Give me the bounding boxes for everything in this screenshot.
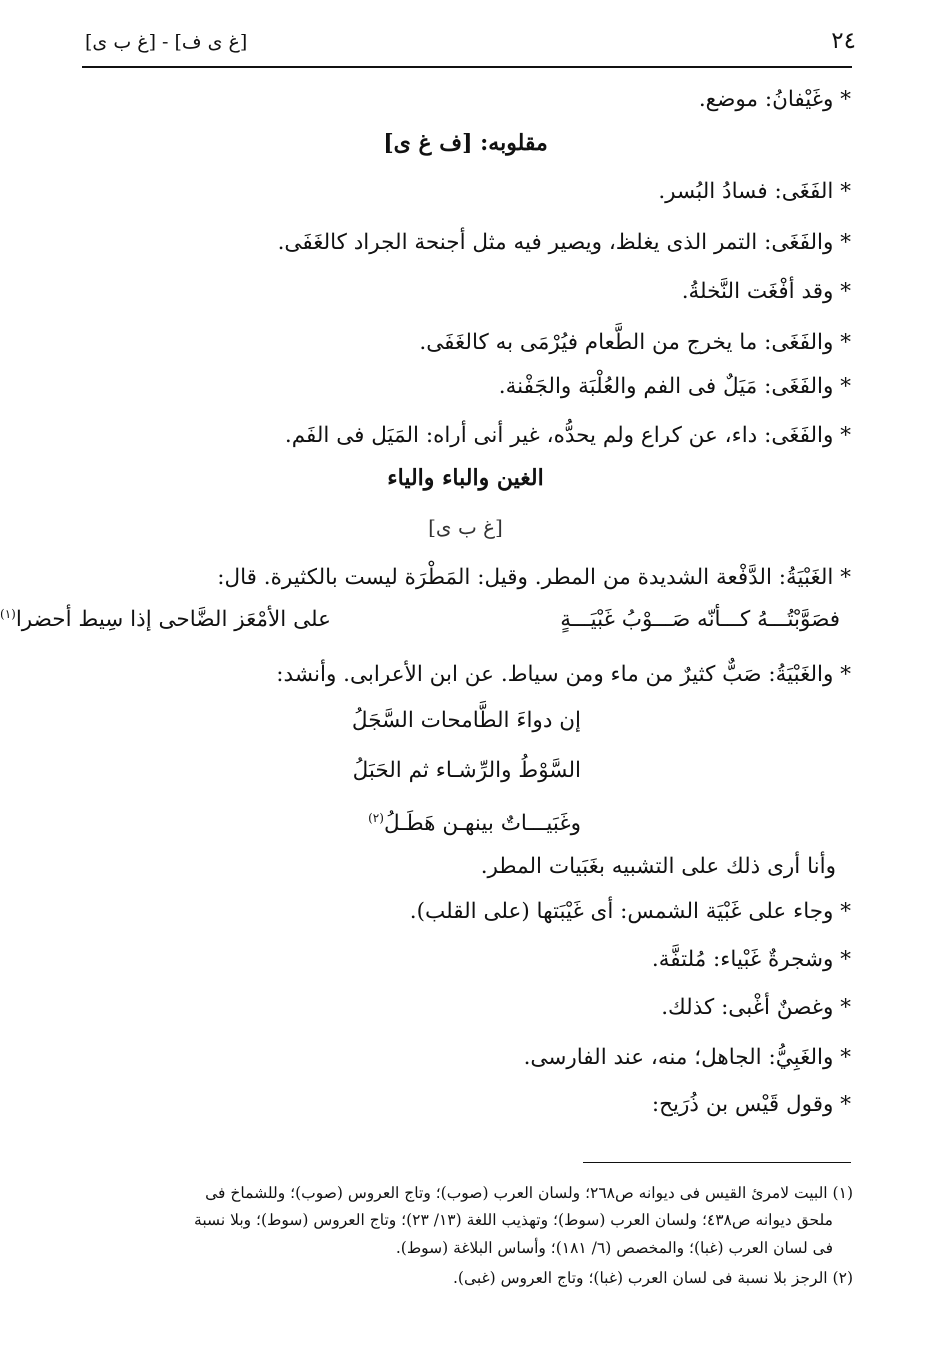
footnote-divider	[583, 1162, 851, 1163]
footnote-ref-2: (٢)	[368, 811, 384, 825]
entry-ghusn-aghba: * وغصنٌ أغْبى: كذلك.	[661, 995, 851, 1020]
rajaz-line-3	[368, 803, 581, 839]
footnote-2	[453, 1265, 853, 1291]
footnote-1-text-1: البيت لامرئ القيس فى ديوانه ص٢٦٨؛ ولسان العرب (صوب)؛ وتاج العروس (صوب)؛ وللشماخ فى	[205, 1184, 828, 1202]
entry-fagha-2: * والفَغَى: التمر الذى يغلظ، ويصير فيه مثل أجنحة الجراد كالغَفَى.	[277, 230, 851, 255]
page-number: ٢٤	[831, 28, 856, 54]
section-heading-maqlub: مقلوبه: [ف غ ى]	[383, 130, 548, 156]
rajaz-line-2	[353, 756, 581, 786]
verse-second-text: على الأمْعَز الضَّاحى إذا سِيط أحضرا	[15, 607, 331, 633]
header-divider	[82, 66, 852, 68]
entry-shajara-ghabya: * وشجرةٌ غَبْياء: مُلتفَّة.	[651, 947, 851, 972]
footnote-1-line-1	[205, 1180, 853, 1206]
rajaz-text-2: السَّوْطُ والرِّشـاء ثم الحَبَلُ	[352, 758, 581, 783]
rajaz-text-1: إن دواءَ الطَّامحات السَّجَلُ	[351, 708, 581, 733]
section-heading-ghayn-ba-ya: الغين والباء والياء	[387, 465, 544, 491]
entry-ghabya-1: * الغَبْيَةُ: الدَّفْعة الشديدة من المطر. وقيل: المَطْرَة ليست بالكثيرة. قال:	[217, 565, 851, 590]
rajaz-line-1	[352, 706, 581, 736]
entry-afghat: * وقد أفْغَت النَّخلةُ.	[681, 279, 851, 304]
footnote-1-line-3: فى لسان العرب (غبا)؛ والمخصص (٦/ ١٨١)؛ وأساس البلاغة (سوط).	[395, 1239, 833, 1257]
entry-qays-ibn-dharih: * وقول قَيْس بن ذُرَيح:	[651, 1092, 851, 1117]
footnote-2-text: الرجز بلا نسبة فى لسان العرب (غبا)؛ وتاج العروس (غبى).	[452, 1269, 828, 1287]
entry-fagha-5: * والفَغَى: داء، عن كراع ولم يحدُّه، غير أنى أراه: المَيَل فى الفَم.	[284, 423, 851, 448]
entry-fagha-3: * والفَغَى: ما يخرج من الطَّعام فيُرْمَى به كالغَفَى.	[419, 330, 851, 355]
entry-ghabya-2: * والغَبْيَةُ: صَبٌّ كثيرٌ من ماء ومن سياط. عن ابن الأعرابى. وأنشد:	[276, 662, 851, 687]
entry-tashbih: وأنا أرى ذلك على التشبيه بغَبَيات المطر.	[480, 854, 836, 879]
entry-fagha-4: * والفَغَى: مَيَلٌ فى الفم والعُلْبَة والجَفْنة.	[498, 374, 851, 399]
verse-second-hemistich	[0, 607, 331, 632]
footnote-2-mark: (٢)	[832, 1269, 853, 1287]
entry-ghabiy: * والغَبِيُّ: الجاهل؛ منه، عند الفارسى.	[523, 1045, 851, 1070]
rajaz-text-3: وغَبَيـــاتٌ بينهـن هَطَـلُ	[383, 811, 581, 837]
footnote-1-mark: (١)	[832, 1184, 853, 1202]
root-range-header: [غ ى ف] - [غ ب ى]	[85, 31, 248, 53]
footnote-1-line-2: ملحق ديوانه ص٤٣٨؛ ولسان العرب (سوط)؛ وتهذيب اللغة (١٣/ ٢٣)؛ وتاج العروس (سوط)؛ وبلا نسبة	[194, 1211, 833, 1229]
verse-first-hemistich: فصَوَّبْتُـــهُ كـــأنّه صَـــوْبُ غَبْيَـــةٍ	[560, 607, 840, 632]
entry-ghabyat-shams: * وجاء على غَبْيَة الشمس: أى غَيْبَتها (على القلب).	[409, 899, 851, 924]
root-heading-gby: [غ ب ى]	[428, 515, 503, 539]
footnote-ref-1: (١)	[0, 607, 16, 621]
entry-fagha-1: * الفَغَى: فسادُ البُسر.	[658, 179, 851, 204]
entry-ghayfan: * وغَيْفانُ: موضع.	[698, 87, 851, 112]
